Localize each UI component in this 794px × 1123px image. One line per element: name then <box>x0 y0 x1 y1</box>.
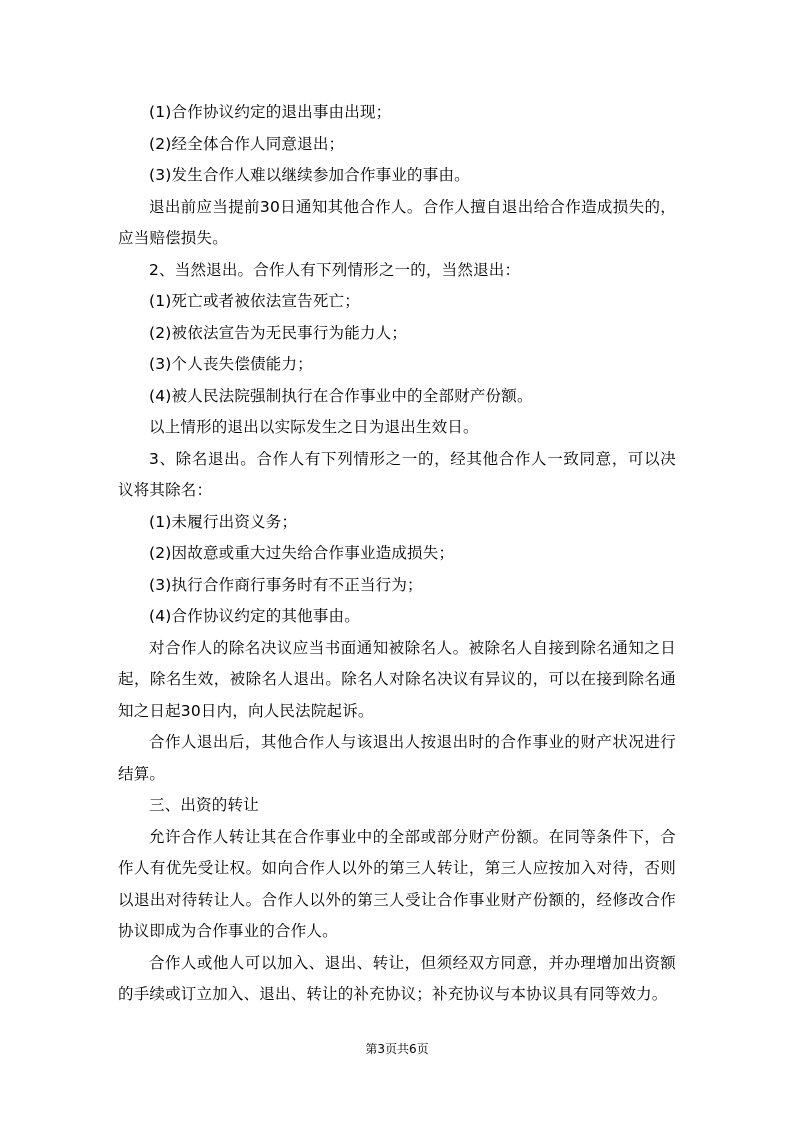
paragraph: 以上情形的退出以实际发生之日为退出生效日。 <box>149 418 479 436</box>
paragraph: 允许合作人转让其在合作事业中的全部或部分财产份额。在同等条件下，合作人有优先受让权。如向合作人以外的第三人转让，第三人应按加入对待，否则以退出对待转让人。合作人以外的第三人受让合作事业财产份额的，经修改合作协议即成为合作事业的合作人。 <box>118 827 676 940</box>
paragraph: 3、除名退出。合作人有下列情形之一的，经其他合作人一致同意，可以决议将其除名： <box>118 449 676 499</box>
paragraph: (3)执行合作商行事务时有不正当行为； <box>149 575 423 594</box>
paragraph: 合作人退出后，其他合作人与该退出人按退出时的合作事业的财产状况进行结算。 <box>118 733 676 783</box>
paragraph: (4)合作协议约定的其他事由。 <box>149 607 360 625</box>
paragraph: (3)个人丧失偿债能力； <box>149 355 313 373</box>
paragraph: (2)被依法宣告为无民事行为能力人； <box>149 323 408 342</box>
paragraph: (1)合作协议约定的退出事由出现； <box>149 103 392 121</box>
paragraph: 退出前应当提前30日通知其他合作人。合作人擅自退出给合作造成损失的，应当赔偿损失。 <box>118 197 676 247</box>
paragraph: 对合作人的除名决议应当书面通知被除名人。被除名人自接到除名通知之日起，除名生效，被除名人退出。除名人对除名决议有异议的，可以在接到除名通知之日起30日内，向人民法院起诉。 <box>118 638 676 720</box>
paragraph: (2)经全体合作人同意退出； <box>149 134 345 153</box>
paragraph: 2、当然退出。合作人有下列情形之一的，当然退出： <box>149 260 521 279</box>
page-number-footer: 第3页共6页 <box>365 1042 429 1056</box>
paragraph: (2)因故意或重大过失给合作事业造成损失； <box>149 544 455 562</box>
paragraph: (1)死亡或者被依法宣告死亡； <box>149 292 360 310</box>
paragraph: (1)未履行出资义务； <box>149 512 298 531</box>
paragraph: 合作人或他人可以加入、退出、转让，但须经双方同意，并办理增加出资额的手续或订立加入、退出、转让的补充协议；补充协议与本协议具有同等效力。 <box>118 953 676 1003</box>
section-heading: 三、出资的转让 <box>149 796 259 814</box>
document-body <box>118 97 676 1011</box>
paragraph: (3)发生合作人难以继续参加合作事业的事由。 <box>149 166 470 184</box>
paragraph: (4)被人民法院强制执行在合作事业中的全部财产份额。 <box>149 386 533 405</box>
